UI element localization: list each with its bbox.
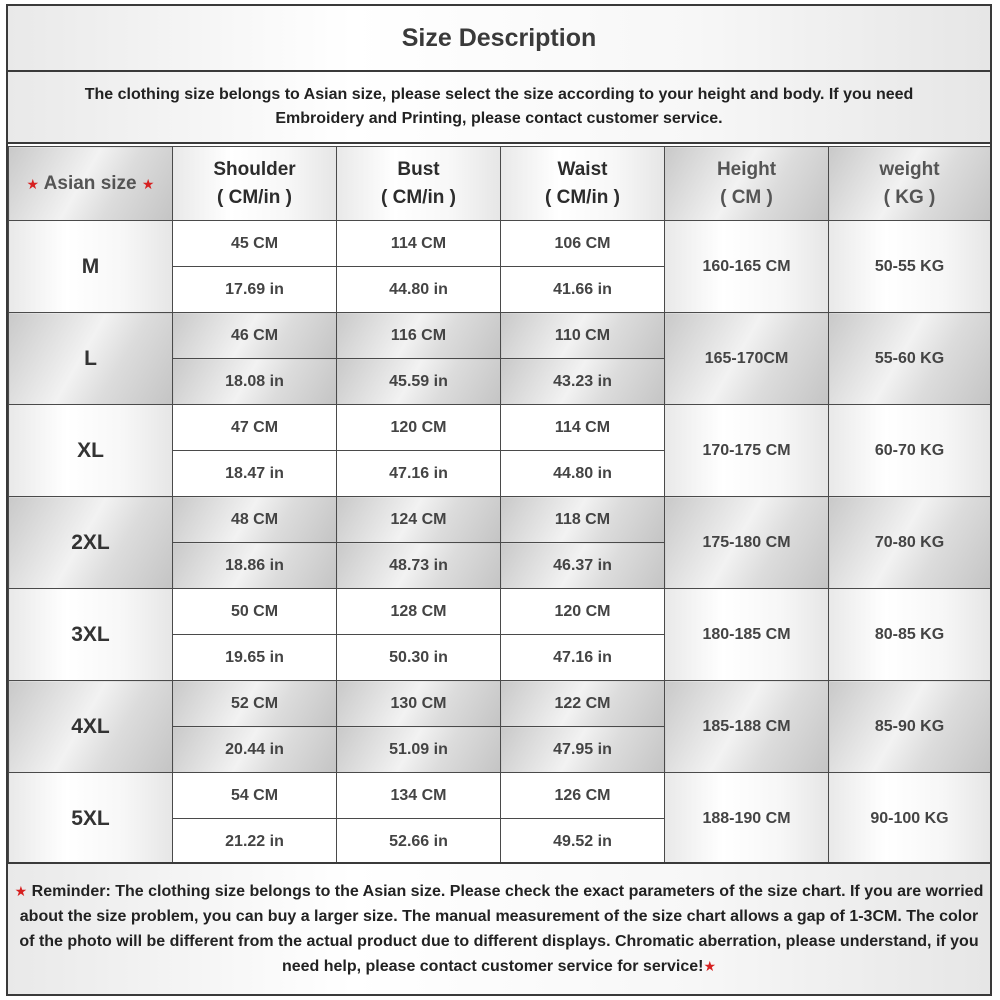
bust-cm-value: 124 CM [337,497,501,543]
header-label: weight [879,158,940,180]
table-header-row [9,147,991,221]
header-waist [501,147,665,221]
waist-cm-value: 120 CM [501,589,665,635]
height-value: 165-170CM [665,313,829,405]
header-label: Shoulder [213,158,296,180]
bust-in-value: 52.66 in [337,819,501,865]
table-row [9,221,991,267]
table-row [9,405,991,451]
height-value: 170-175 CM [665,405,829,497]
waist-in-value: 49.52 in [501,819,665,865]
header-unit: ( KG ) [883,186,936,208]
header-shoulder [173,147,337,221]
height-value: 185-188 CM [665,681,829,773]
table-row [9,589,991,635]
shoulder-in-value: 18.47 in [173,451,337,497]
reminder-text-block [14,879,984,979]
table-row [9,773,991,819]
header-height [665,147,829,221]
header-asian-size [9,147,173,221]
waist-in-value: 47.95 in [501,727,665,773]
height-value: 180-185 CM [665,589,829,681]
weight-value: 60-70 KG [829,405,991,497]
waist-in-value: 43.23 in [501,359,665,405]
bust-cm-value: 130 CM [337,681,501,727]
star-icon: ★ [141,175,155,192]
shoulder-in-value: 18.08 in [173,359,337,405]
shoulder-in-value: 17.69 in [173,267,337,313]
height-value: 188-190 CM [665,773,829,865]
header-label: Asian size [43,172,137,194]
header-unit: ( CM ) [720,186,773,208]
bust-cm-value: 116 CM [337,313,501,359]
waist-in-value: 44.80 in [501,451,665,497]
reminder-note [8,862,990,994]
bust-cm-value: 128 CM [337,589,501,635]
weight-value: 85-90 KG [829,681,991,773]
size-label: XL [9,405,173,497]
size-label: L [9,313,173,405]
size-table-body [9,221,991,865]
waist-in-value: 47.16 in [501,635,665,681]
header-label: Height [716,158,777,180]
bust-in-value: 47.16 in [337,451,501,497]
page-title: Size Description [8,6,990,72]
header-unit: ( CM/in ) [217,186,292,208]
table-row [9,497,991,543]
bust-cm-value: 114 CM [337,221,501,267]
shoulder-in-value: 19.65 in [173,635,337,681]
shoulder-cm-value: 46 CM [173,313,337,359]
table-row [9,313,991,359]
waist-in-value: 41.66 in [501,267,665,313]
height-value: 160-165 CM [665,221,829,313]
header-bust [337,147,501,221]
header-weight [829,147,991,221]
bust-in-value: 51.09 in [337,727,501,773]
header-unit: ( CM/in ) [545,186,620,208]
weight-value: 80-85 KG [829,589,991,681]
bust-in-value: 48.73 in [337,543,501,589]
bust-cm-value: 134 CM [337,773,501,819]
header-label: Bust [397,158,440,180]
shoulder-cm-value: 47 CM [173,405,337,451]
height-value: 175-180 CM [665,497,829,589]
bust-cm-value: 120 CM [337,405,501,451]
shoulder-cm-value: 45 CM [173,221,337,267]
size-label: 4XL [9,681,173,773]
waist-cm-value: 126 CM [501,773,665,819]
weight-value: 55-60 KG [829,313,991,405]
bust-in-value: 44.80 in [337,267,501,313]
table-row [9,681,991,727]
size-table [8,146,991,865]
waist-cm-value: 118 CM [501,497,665,543]
star-icon: ★ [14,883,28,899]
intro-note: The clothing size belongs to Asian size, please select the size according to your height and body. If you need Embroidery and Printing, please contact customer service. [8,72,990,144]
size-label: 5XL [9,773,173,865]
size-description-panel [6,4,992,996]
star-icon: ★ [703,958,717,974]
weight-value: 90-100 KG [829,773,991,865]
shoulder-in-value: 20.44 in [173,727,337,773]
shoulder-cm-value: 48 CM [173,497,337,543]
size-label: 3XL [9,589,173,681]
bust-in-value: 50.30 in [337,635,501,681]
size-label: 2XL [9,497,173,589]
shoulder-cm-value: 50 CM [173,589,337,635]
waist-in-value: 46.37 in [501,543,665,589]
waist-cm-value: 106 CM [501,221,665,267]
weight-value: 70-80 KG [829,497,991,589]
header-label: Waist [557,158,608,180]
header-unit: ( CM/in ) [381,186,456,208]
reminder-text: Reminder: The clothing size belongs to the Asian size. Please check the exact parameters of the size chart. If you are worried about the size problem, you can buy a larger size. The manual measurement of the size chart allows a gap of 1-3CM. The color of the photo will be different from the actual product due to different displays. Chromatic aberration, please understand, if you need help, please contact customer service for service! [19,883,984,975]
shoulder-cm-value: 52 CM [173,681,337,727]
waist-cm-value: 114 CM [501,405,665,451]
shoulder-cm-value: 54 CM [173,773,337,819]
shoulder-in-value: 21.22 in [173,819,337,865]
waist-cm-value: 110 CM [501,313,665,359]
waist-cm-value: 122 CM [501,681,665,727]
shoulder-in-value: 18.86 in [173,543,337,589]
size-label: M [9,221,173,313]
bust-in-value: 45.59 in [337,359,501,405]
weight-value: 50-55 KG [829,221,991,313]
star-icon: ★ [26,175,40,192]
